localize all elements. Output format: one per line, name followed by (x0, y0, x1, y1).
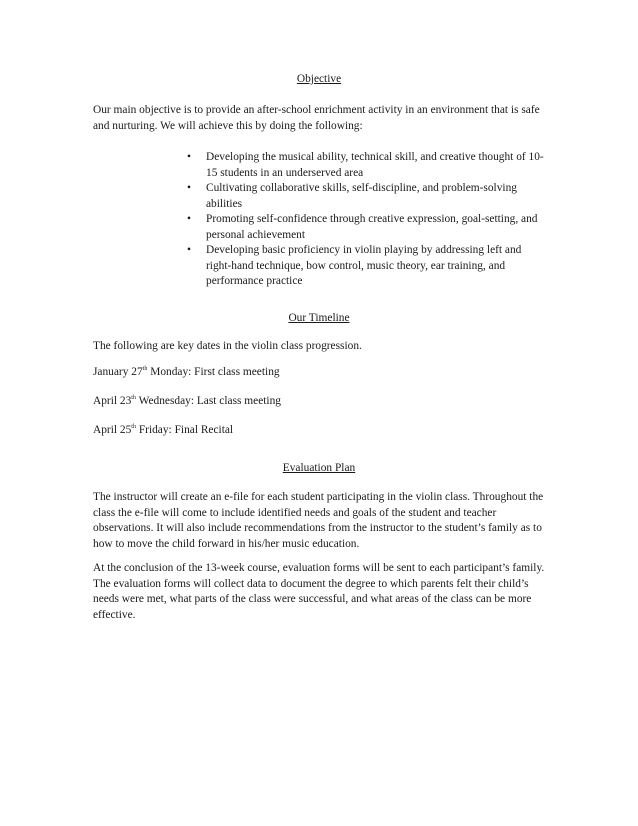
timeline-date: April 25th Friday: Final Recital (93, 424, 234, 436)
objective-bullet: • Cultivating collaborative skills, self-discipline, and problem-solving abilities (187, 181, 547, 212)
evaluation-paragraph: At the conclusion of the 13-week course, evaluation forms will be sent to each participant’s family. The evaluation forms will collect data to document the degree to which parents felt their child’s needs were met, what parts of the class were successful, and what areas of the class can be more effective. (93, 562, 545, 621)
timeline-heading: Our Timeline (288, 312, 350, 324)
objective-intro: Our main objective is to provide an after-school enrichment activity in an environment that is safe and nurturing. We will achieve this by doing the following: (93, 104, 540, 132)
evaluation-paragraph: The instructor will create an e-file for each student participating in the violin class. Throughout the class the e-file will come to include identified needs and goals of the student and teacher observations. It will also include recommendations from the instructor to the student’s family as to how to move the child forward in his/her music education. (93, 491, 544, 550)
objective-bullet: • Developing the musical ability, technical skill, and creative thought of 10-15 students in an underserved area (187, 150, 547, 181)
objective-heading: Objective (296, 73, 342, 85)
objective-bullet: • Promoting self-confidence through creative expression, goal-setting, and personal achievement (187, 212, 547, 243)
timeline-date: April 23th Wednesday: Last class meeting (93, 395, 281, 407)
objective-bullet-list (187, 150, 547, 290)
timeline-intro: The following are key dates in the violin class progression. (93, 340, 362, 352)
timeline-date: January 27th Monday: First class meeting (93, 366, 280, 378)
evaluation-heading: Evaluation Plan (282, 462, 356, 474)
objective-bullet: • Developing basic proficiency in violin playing by addressing left and right-hand technique, bow control, music theory, ear training, and performance practice (187, 243, 547, 290)
